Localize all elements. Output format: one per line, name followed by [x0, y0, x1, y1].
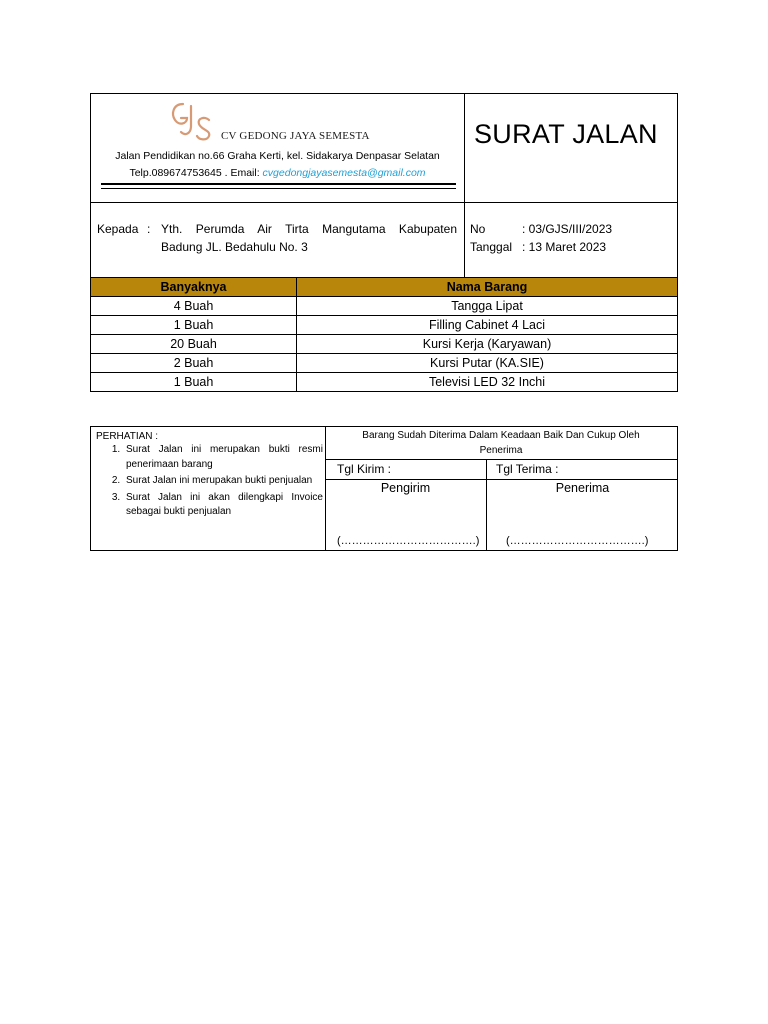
- company-email[interactable]: cvgedongjayasemesta@gmail.com: [262, 167, 426, 179]
- doc-number-label: No: [470, 222, 486, 236]
- sender-label: Pengirim: [380, 481, 431, 495]
- item-quantity: 20 Buah: [91, 335, 297, 354]
- notes-list: [91, 443, 325, 522]
- recipient-line-2: Badung JL. Bedahulu No. 3: [161, 240, 308, 254]
- title-box: [464, 93, 678, 203]
- doc-meta-box: [464, 202, 678, 278]
- receive-date-label: Tgl Terima :: [496, 462, 559, 476]
- table-row: [91, 373, 678, 392]
- doc-date-label: Tanggal: [470, 240, 513, 254]
- company-address: Jalan Pendidikan no.66 Graha Kerti, kel. Sidakarya Denpasar Selatan: [115, 150, 440, 162]
- document-title: SURAT JALAN: [474, 119, 658, 149]
- recipient-colon: :: [147, 222, 151, 236]
- receiver-label: Penerima: [555, 481, 610, 495]
- header-divider-thick: [101, 183, 456, 185]
- note-item: 2. Surat Jalan ini merupakan bukti penjualan: [123, 474, 325, 489]
- company-name: CV GEDONG JAYA SEMESTA: [221, 130, 370, 142]
- items-table: [90, 277, 678, 392]
- receiver-signature-line: (……………………………….): [506, 535, 649, 547]
- signature-row: [325, 479, 677, 551]
- notes-box: [90, 426, 326, 551]
- recipient-line-1: Yth. Perumda Air Tirta Mangutama Kabupaten: [161, 222, 457, 236]
- company-header: [90, 93, 465, 203]
- recipient-label: Kepada: [97, 222, 139, 236]
- note-item: 3. Surat Jalan ini akan dilengkapi Invoice sebagai bukti penjualan: [123, 491, 325, 520]
- items-header-row: [91, 278, 678, 297]
- note-item: 1. Surat Jalan ini merupakan bukti resmi penerimaan barang: [123, 443, 325, 472]
- sender-signature-line: (……………………………….): [337, 535, 480, 547]
- item-quantity: 1 Buah: [91, 373, 297, 392]
- item-name: Kursi Putar (KA.SIE): [297, 354, 678, 373]
- item-name: Televisi LED 32 Inchi: [297, 373, 678, 392]
- doc-number-value: : 03/GJS/III/2023: [522, 222, 613, 236]
- receipt-dates-row: [325, 460, 677, 480]
- notes-title: PERHATIAN :: [96, 431, 159, 442]
- column-header-quantity: Banyaknya: [91, 278, 297, 297]
- item-name: Filling Cabinet 4 Laci: [297, 316, 678, 335]
- table-row: [91, 354, 678, 373]
- table-row: [91, 335, 678, 354]
- item-name: Kursi Kerja (Karyawan): [297, 335, 678, 354]
- column-divider: [486, 460, 487, 479]
- company-contact: [91, 167, 464, 179]
- company-phone: Telp.089674753645 . Email:: [129, 167, 263, 179]
- company-logo: [169, 100, 215, 142]
- doc-date-value: : 13 Maret 2023: [522, 240, 607, 254]
- receipt-statement: Barang Sudah Diterima Dalam Keadaan Baik Dan Cukup Oleh Penerima: [325, 427, 677, 460]
- item-quantity: 4 Buah: [91, 297, 297, 316]
- recipient-box: [90, 202, 465, 278]
- receipt-box: [325, 426, 678, 551]
- column-header-item-name: Nama Barang: [297, 278, 678, 297]
- send-date-label: Tgl Kirim :: [337, 462, 391, 476]
- item-quantity: 1 Buah: [91, 316, 297, 335]
- table-row: [91, 316, 678, 335]
- item-quantity: 2 Buah: [91, 354, 297, 373]
- item-name: Tangga Lipat: [297, 297, 678, 316]
- header-divider-thin: [101, 188, 456, 189]
- table-row: [91, 297, 678, 316]
